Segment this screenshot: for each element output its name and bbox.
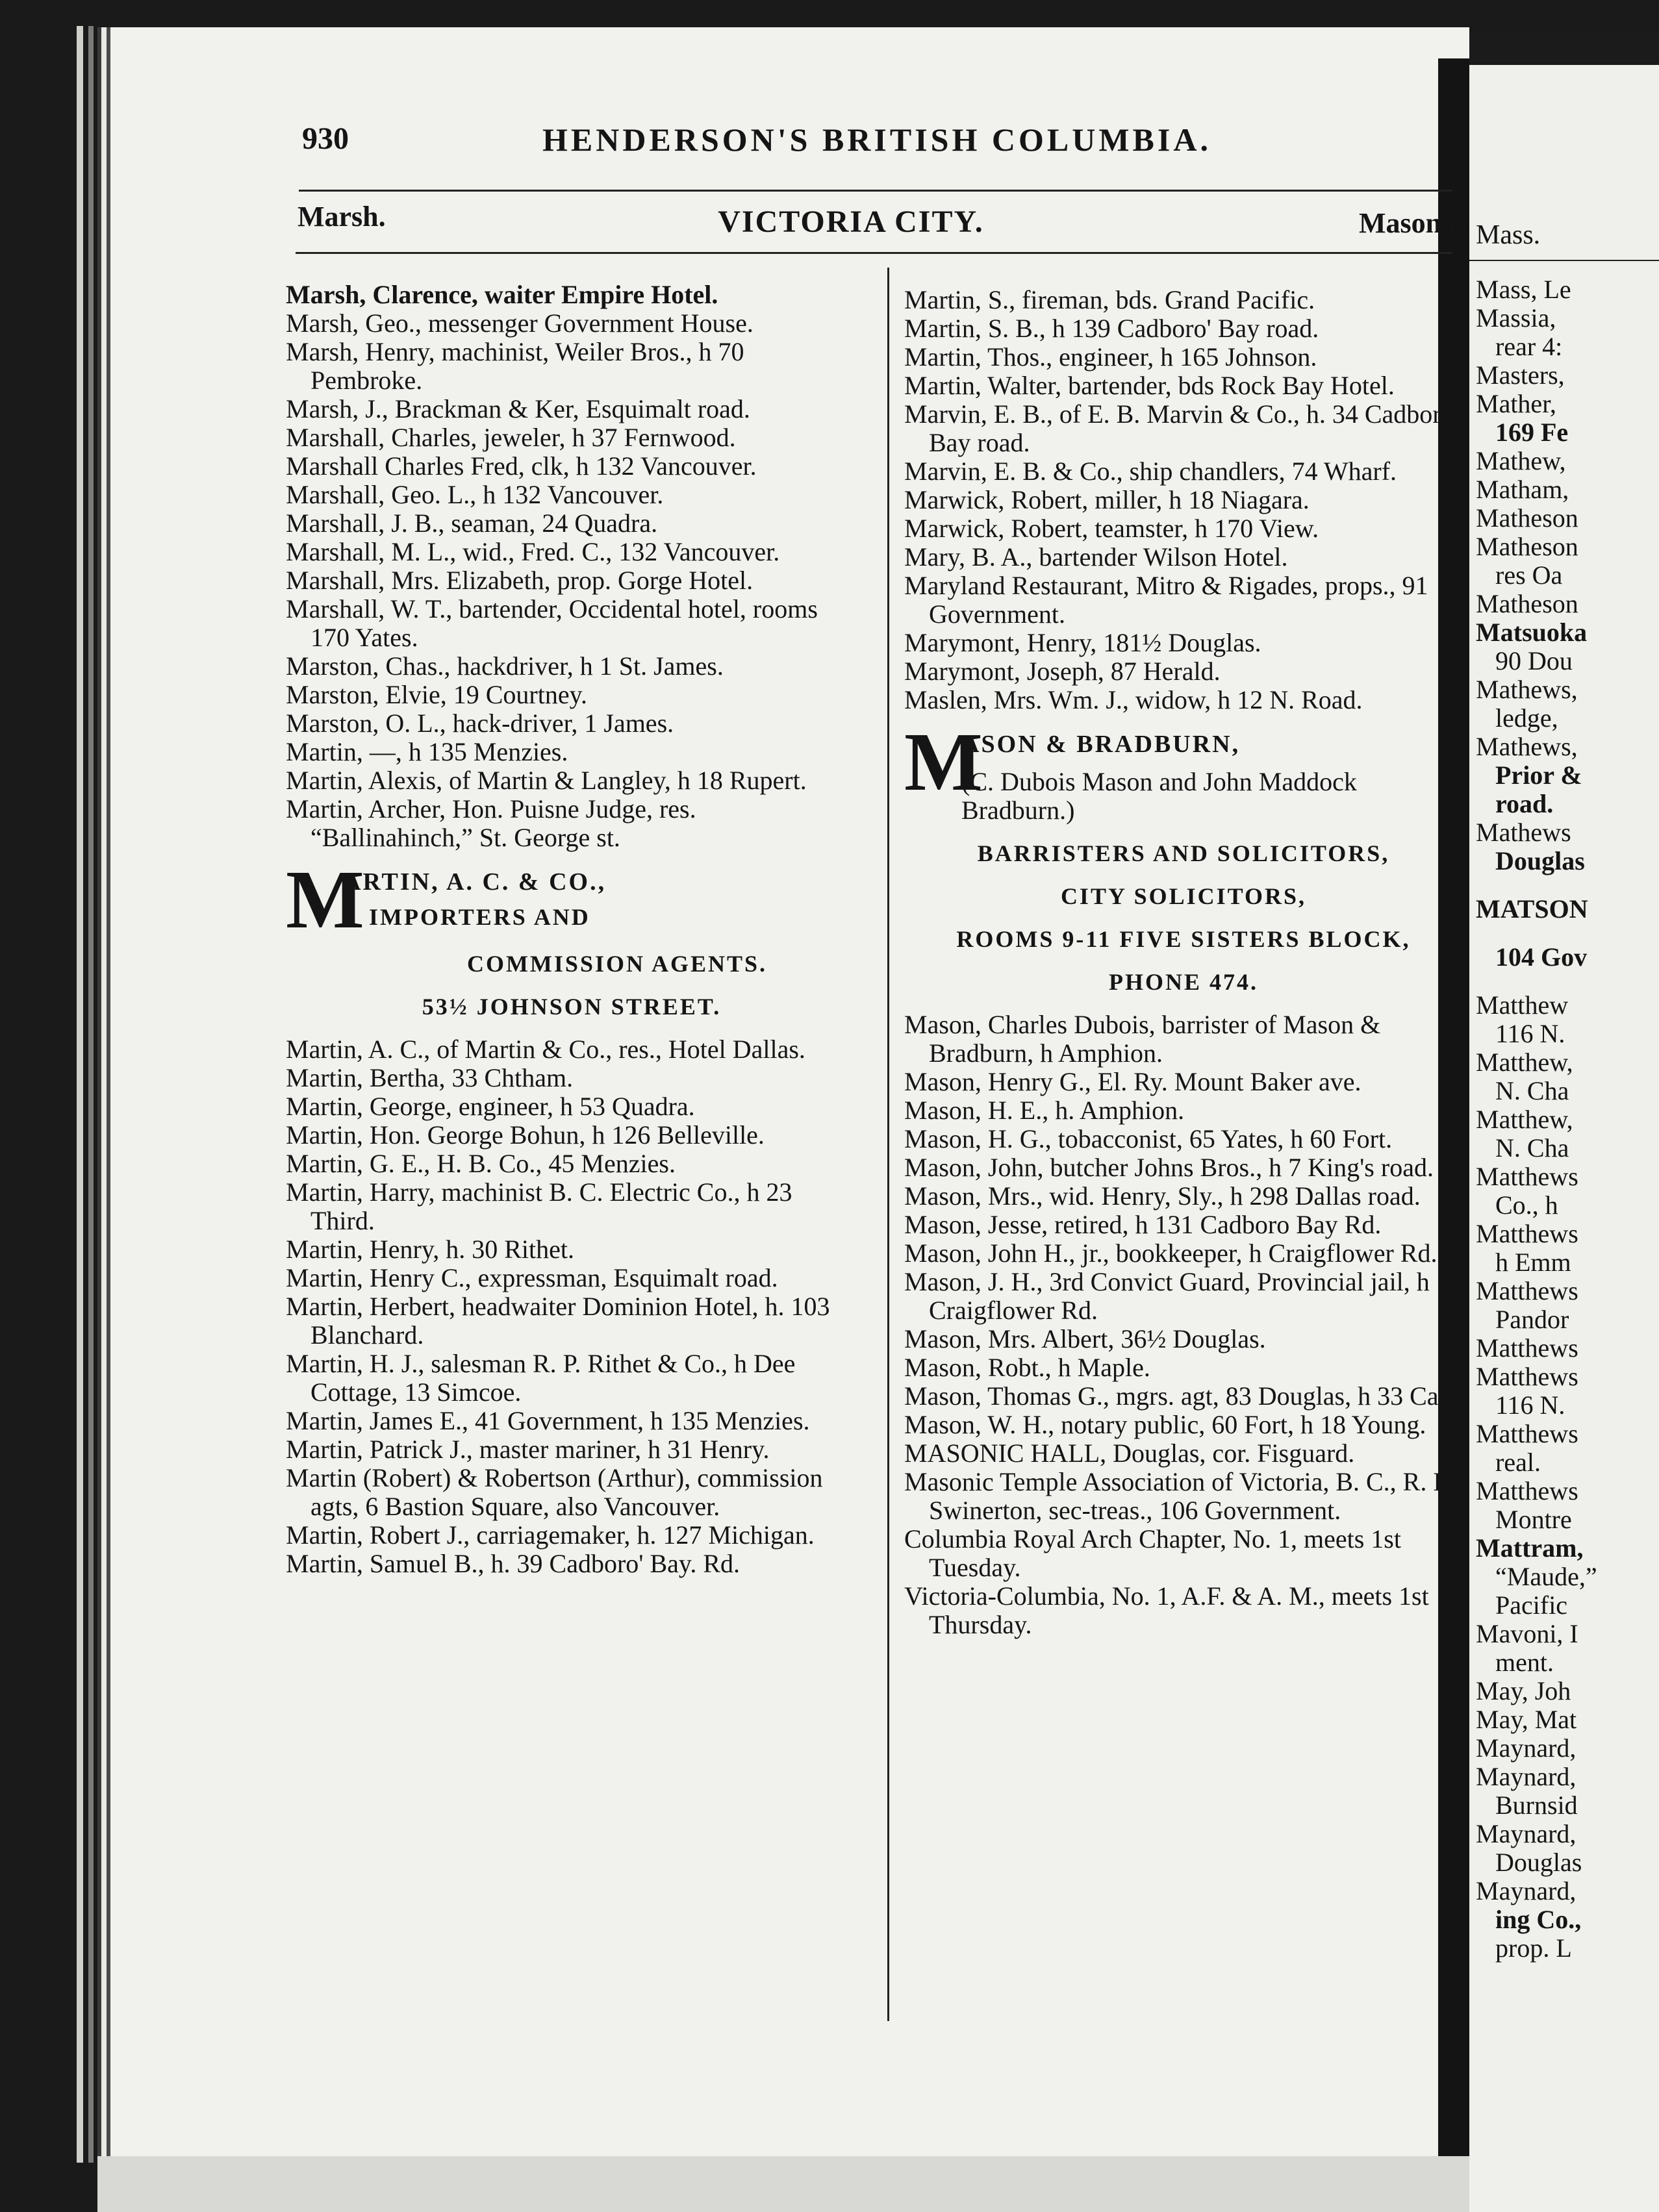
directory-entry: Martin (Robert) & Robertson (Arthur), commission agts, 6 Bastion Square, also Vancouver.	[286, 1463, 823, 1521]
directory-entry: Marston, Elvie, 19 Courtney.	[286, 680, 588, 709]
right-column	[904, 286, 1463, 1639]
directory-entry: Marymont, Henry, 181½ Douglas.	[904, 628, 1261, 657]
directory-entry: Martin, Hon. George Bohun, h 126 Belleville.	[286, 1120, 765, 1150]
facing-page-fragment	[1469, 65, 1659, 2212]
binding-edge	[77, 26, 83, 2163]
facing-page-line: Matthews	[1476, 1162, 1578, 1191]
facing-page-line: Matthew	[1476, 990, 1569, 1020]
directory-entry: MASONIC HALL, Douglas, cor. Fisguard.	[904, 1439, 1355, 1468]
facing-page-line: Mathews	[1476, 818, 1571, 847]
directory-entry: Martin, Walter, bartender, bds Rock Bay Hotel.	[904, 371, 1395, 400]
left-entries-b	[286, 1035, 857, 1578]
facing-page-line: Mathew,	[1476, 446, 1566, 475]
facing-page-line: ing Co.,	[1495, 1905, 1582, 1934]
directory-entry: Martin, Patrick J., master mariner, h 31 Henry.	[286, 1435, 770, 1464]
facing-page-line: ledge,	[1495, 703, 1558, 733]
directory-entry: Martin, Herbert, headwaiter Dominion Hotel, h. 103 Blanchard.	[286, 1292, 830, 1350]
facing-page-line: prop. L	[1495, 1933, 1572, 1963]
facing-page-line: Mass, Le	[1476, 275, 1571, 304]
directory-entry: Marsh, J., Brackman & Ker, Esquimalt road.	[286, 394, 750, 423]
directory-entry: Mason, Robt., h Maple.	[904, 1353, 1150, 1382]
directory-entry: Marshall, Mrs. Elizabeth, prop. Gorge Hotel.	[286, 566, 754, 595]
directory-entry: Martin, Thos., engineer, h 165 Johnson.	[904, 342, 1317, 371]
directory-entry: Columbia Royal Arch Chapter, No. 1, meets 1st Tuesday.	[904, 1524, 1401, 1582]
facing-page-line: real.	[1495, 1448, 1541, 1477]
directory-entry: Mason, Charles Dubois, barrister of Mason & Bradburn, h Amphion.	[904, 1010, 1381, 1068]
directory-entry: Mason, John H., jr., bookkeeper, h Craigflower Rd.	[904, 1238, 1437, 1268]
directory-entry: Martin, H. J., salesman R. P. Rithet & Co., h Dee Cottage, 13 Simcoe.	[286, 1349, 796, 1407]
directory-entry: Marshall, M. L., wid., Fred. C., 132 Vancouver.	[286, 537, 780, 566]
facing-page-lines	[1469, 275, 1659, 1963]
directory-entry: Mason, Thomas G., mgrs. agt, 83 Douglas, h 33 Carr.	[904, 1381, 1461, 1411]
mason-ad	[904, 716, 1463, 996]
directory-entry: Marsh, Henry, machinist, Weiler Bros., h 70 Pembroke.	[286, 337, 744, 395]
facing-page-line: Matheson	[1476, 532, 1578, 561]
facing-page-line: May, Joh	[1476, 1676, 1571, 1705]
directory-entry: Marshall Charles Fred, clk, h 132 Vancouver.	[286, 451, 757, 481]
directory-entry: Marshall, W. T., bartender, Occidental hotel, rooms 170 Yates.	[286, 594, 818, 652]
directory-entry: Martin, Alexis, of Martin & Langley, h 18 Rupert.	[286, 766, 807, 795]
directory-entry: Martin, Samuel B., h. 39 Cadboro' Bay. Rd.	[286, 1549, 741, 1578]
facing-page-line: Co., h	[1495, 1190, 1558, 1220]
facing-page-line: Maynard,	[1476, 1876, 1577, 1905]
directory-entry: Martin, G. E., H. B. Co., 45 Menzies.	[286, 1149, 676, 1178]
directory-entry: Marshall, Geo. L., h 132 Vancouver.	[286, 480, 664, 509]
right-entries-a	[904, 286, 1463, 714]
ad-dropcap: M	[904, 716, 983, 808]
facing-page-line: Matthews	[1476, 1476, 1578, 1505]
directory-entry: Mason, Mrs. Albert, 36½ Douglas.	[904, 1324, 1266, 1353]
directory-entry: Martin, —, h 135 Menzies.	[286, 737, 568, 766]
facing-page-line: 104 Gov	[1495, 942, 1588, 972]
directory-entry: Mason, John, butcher Johns Bros., h 7 King's road.	[904, 1153, 1434, 1182]
directory-entry: Mason, H. E., h. Amphion.	[904, 1096, 1185, 1125]
facing-page-line: rear 4:	[1495, 332, 1563, 361]
facing-page-line: Matthew,	[1476, 1048, 1573, 1077]
ad-line-importers: IMPORTERS AND	[369, 904, 590, 930]
facing-page-line: Matham,	[1476, 475, 1569, 504]
facing-page-line: 90 Dou	[1495, 646, 1573, 675]
ad-line-address: 53½ JOHNSON STREET.	[422, 994, 722, 1020]
left-column	[286, 281, 857, 1578]
facing-page-line: Maynard,	[1476, 1819, 1577, 1848]
ad-line-phone: PHONE 474.	[1108, 969, 1258, 995]
left-entries-a	[286, 281, 857, 852]
facing-page-line: Matsuoka	[1476, 618, 1588, 647]
directory-entry: Martin, Henry, h. 30 Rithet.	[286, 1235, 575, 1264]
directory-entry: Marston, Chas., hackdriver, h 1 St. James.	[286, 651, 724, 681]
facing-page-line: Douglas	[1495, 1848, 1582, 1877]
directory-entry: Martin, Bertha, 33 Chtham.	[286, 1063, 574, 1092]
facing-page-line	[1469, 972, 1659, 991]
directory-entry: Marston, O. L., hack-driver, 1 James.	[286, 709, 674, 738]
ad-firm-name: ASON & BRADBURN,	[961, 731, 1241, 758]
facing-page-line: Maynard,	[1476, 1733, 1577, 1763]
ad-dropcap: M	[286, 853, 364, 946]
guide-rule	[296, 252, 1452, 254]
directory-entry: Marwick, Robert, teamster, h 170 View.	[904, 514, 1319, 543]
ad-line-barristers: BARRISTERS AND SOLICITORS,	[977, 840, 1390, 866]
page-bottom-edge	[97, 2156, 1469, 2212]
column-divider	[887, 268, 889, 2021]
directory-entry: Mason, Henry G., El. Ry. Mount Baker ave.	[904, 1067, 1361, 1096]
directory-entry: Martin, Henry C., expressman, Esquimalt road.	[286, 1263, 778, 1292]
facing-page-line: 116 N.	[1495, 1390, 1565, 1420]
facing-page-line: Prior &	[1495, 760, 1582, 790]
facing-page-line: 116 N.	[1495, 1019, 1565, 1048]
facing-page-line: Mathews,	[1476, 732, 1578, 761]
ad-partners: (C. Dubois Mason and John Maddock Bradburn.)	[961, 767, 1357, 825]
facing-page-line: Pacific	[1495, 1590, 1568, 1620]
martin-ad	[286, 853, 857, 1021]
directory-entry: Marsh, Geo., messenger Government House.	[286, 308, 754, 338]
facing-guide-rule	[1469, 260, 1659, 261]
facing-page-line: h Emm	[1495, 1248, 1571, 1277]
directory-entry: Marshall, Charles, jeweler, h 37 Fernwood.	[286, 423, 736, 452]
directory-entry: Mary, B. A., bartender Wilson Hotel.	[904, 542, 1288, 572]
facing-page-line: Matthews	[1476, 1419, 1578, 1448]
directory-entry: Martin, Robert J., carriagemaker, h. 127 Michigan.	[286, 1520, 815, 1550]
facing-page-line: Pandor	[1495, 1305, 1569, 1334]
directory-entry: Marvin, E. B., of E. B. Marvin & Co., h. 34 Cadboro Bay road.	[904, 399, 1454, 457]
ad-firm-name: ARTIN, A. C. & CO.,	[343, 868, 607, 896]
facing-page-line: May, Mat	[1476, 1705, 1577, 1734]
facing-page-line: Mathews,	[1476, 675, 1578, 704]
running-title: HENDERSON'S BRITISH COLUMBIA.	[542, 121, 1211, 158]
facing-page-line: Mattram,	[1476, 1533, 1584, 1563]
right-entries-b	[904, 1011, 1463, 1639]
facing-page-line: N. Cha	[1495, 1133, 1569, 1163]
directory-entry: Maryland Restaurant, Mitro & Rigades, props., 91 Government.	[904, 571, 1428, 629]
header-rule	[299, 190, 1452, 192]
facing-page-line: “Maude,”	[1495, 1562, 1597, 1591]
directory-entry: Marymont, Joseph, 87 Herald.	[904, 657, 1221, 686]
directory-entry: Mason, Jesse, retired, h 131 Cadboro Bay Rd.	[904, 1210, 1382, 1239]
directory-entry: Maslen, Mrs. Wm. J., widow, h 12 N. Road.	[904, 685, 1363, 714]
facing-page-line: Massia,	[1476, 303, 1556, 333]
facing-page-line: Matthews	[1476, 1276, 1578, 1305]
directory-entry: Martin, James E., 41 Government, h 135 Menzies.	[286, 1406, 810, 1435]
facing-page-line: Matthews	[1476, 1219, 1578, 1248]
directory-entry: Marvin, E. B. & Co., ship chandlers, 74 Wharf.	[904, 457, 1397, 486]
facing-page-line: Matthew,	[1476, 1105, 1573, 1134]
facing-guide-word: Mass.	[1476, 220, 1541, 250]
directory-entry: Marwick, Robert, miller, h 18 Niagara.	[904, 485, 1310, 514]
directory-entry: Mason, J. H., 3rd Convict Guard, Provincial jail, h Craigflower Rd.	[904, 1267, 1430, 1325]
facing-page-line: Masters,	[1476, 360, 1565, 390]
ad-line-commission: COMMISSION AGENTS.	[466, 951, 768, 977]
facing-page-line: Burnsid	[1495, 1791, 1578, 1820]
facing-page-line: Matheson	[1476, 589, 1578, 618]
directory-entry: Victoria-Columbia, No. 1, A.F. & A. M., meets 1st Thursday.	[904, 1581, 1429, 1639]
section-title: VICTORIA CITY.	[718, 205, 984, 239]
facing-page-line: Matthews	[1476, 1333, 1578, 1363]
facing-page-line	[1469, 875, 1659, 895]
directory-entry: Martin, Harry, machinist B. C. Electric Co., h 23 Third.	[286, 1177, 792, 1235]
facing-page-line: 169 Fe	[1495, 418, 1569, 447]
directory-entry: Marsh, Clarence, waiter Empire Hotel.	[286, 280, 718, 309]
facing-page-line: res Oa	[1495, 560, 1563, 590]
directory-entry: Mason, H. G., tobacconist, 65 Yates, h 60 Fort.	[904, 1124, 1393, 1153]
facing-page-line: Montre	[1495, 1505, 1572, 1534]
facing-page-line: Matheson	[1476, 503, 1578, 533]
facing-page-line: Douglas	[1495, 846, 1585, 875]
directory-entry: Martin, George, engineer, h 53 Quadra.	[286, 1092, 695, 1121]
directory-entry: Mason, W. H., notary public, 60 Fort, h 18 Young.	[904, 1410, 1426, 1439]
facing-page-line: Mather,	[1476, 389, 1556, 418]
directory-entry: Mason, Mrs., wid. Henry, Sly., h 298 Dallas road.	[904, 1181, 1421, 1211]
directory-entry: Marshall, J. B., seaman, 24 Quadra.	[286, 509, 658, 538]
guide-word-left: Marsh.	[298, 201, 386, 233]
facing-page-line: road.	[1495, 789, 1554, 818]
facing-page-line	[1469, 924, 1659, 943]
ad-line-rooms: ROOMS 9-11 FIVE SISTERS BLOCK,	[956, 926, 1411, 952]
facing-page-line: ment.	[1495, 1648, 1554, 1677]
facing-page-line: MATSON	[1476, 894, 1588, 924]
binding-shadow	[88, 26, 94, 2163]
facing-page-line: Maynard,	[1476, 1762, 1577, 1791]
ad-line-city-solicitors: CITY SOLICITORS,	[1060, 883, 1307, 909]
guide-word-right: Masonic.	[1359, 207, 1469, 239]
facing-page-line: Mavoni, I	[1476, 1619, 1578, 1648]
facing-page-line: Matthews	[1476, 1362, 1578, 1391]
facing-page-line: N. Cha	[1495, 1076, 1569, 1105]
page-number: 930	[302, 121, 349, 156]
directory-entry: Martin, A. C., of Martin & Co., res., Hotel Dallas.	[286, 1035, 805, 1064]
directory-entry: Martin, S. B., h 139 Cadboro' Bay road.	[904, 314, 1319, 343]
directory-entry: Martin, Archer, Hon. Puisne Judge, res. “Ballinahinch,” St. George st.	[286, 794, 696, 852]
directory-entry: Martin, S., fireman, bds. Grand Pacific.	[904, 285, 1315, 314]
directory-entry: Masonic Temple Association of Victoria, B. C., R. H. Swinerton, sec-treas., 106 Government.	[904, 1467, 1459, 1525]
